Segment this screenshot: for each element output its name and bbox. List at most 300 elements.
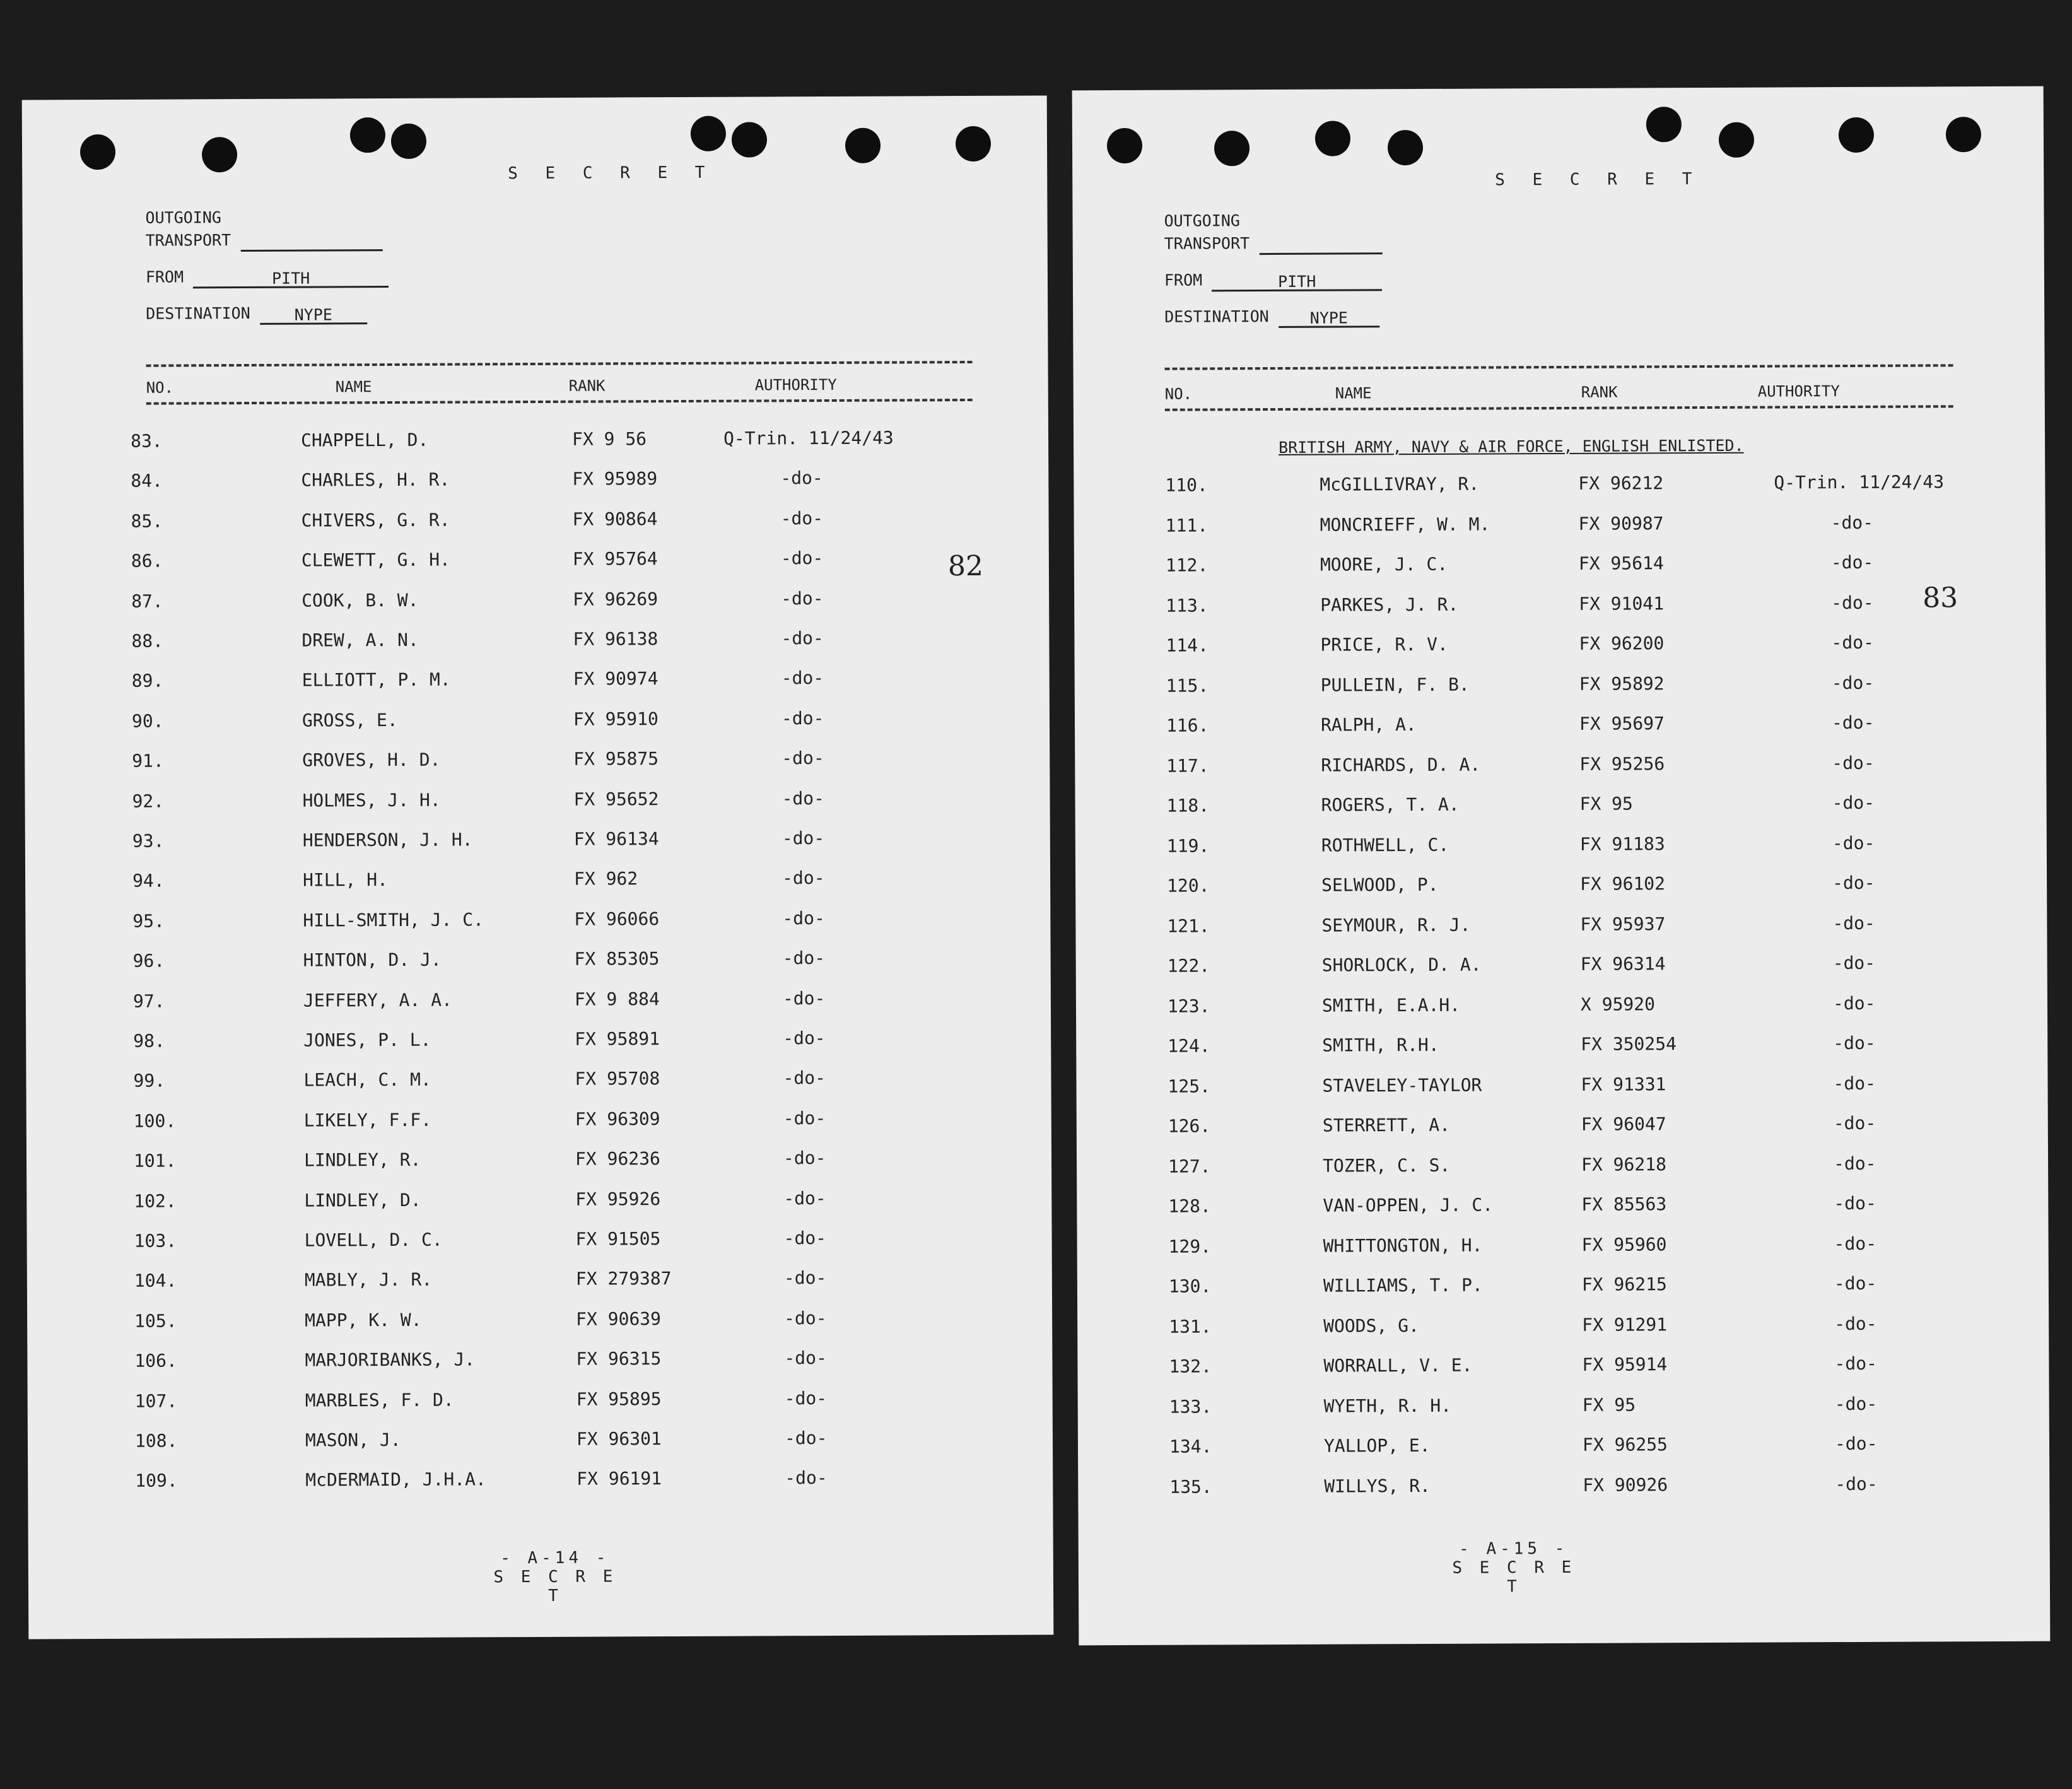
authority: -do- xyxy=(1832,952,1876,974)
destination-value: NYPE xyxy=(260,303,367,325)
from-value: PITH xyxy=(1212,270,1382,291)
person-name: SMITH, E.A.H. xyxy=(1321,994,1461,1016)
table-row xyxy=(134,1107,954,1136)
table-row xyxy=(134,1147,954,1176)
column-header-no: NO. xyxy=(146,378,174,397)
row-number: 110. xyxy=(1165,474,1208,496)
service-number: FX 95697 xyxy=(1579,713,1665,734)
table-row xyxy=(132,747,952,776)
row-number: 104. xyxy=(134,1270,177,1292)
authority: -do- xyxy=(784,1387,828,1409)
authority: -do- xyxy=(1833,1153,1876,1174)
row-number: 122. xyxy=(1167,955,1210,977)
row-number: 115. xyxy=(1166,674,1209,696)
transport-label: TRANSPORT xyxy=(1164,234,1250,253)
row-number: 112. xyxy=(1165,554,1209,576)
table-row xyxy=(132,667,952,696)
person-name: PULLEIN, F. B. xyxy=(1320,674,1470,696)
person-name: WYETH, R. H. xyxy=(1323,1395,1452,1417)
row-number: 119. xyxy=(1166,835,1210,857)
row-number: 126. xyxy=(1168,1115,1211,1137)
table-row xyxy=(131,547,951,576)
table-row xyxy=(132,707,952,736)
row-number: 98. xyxy=(133,1030,165,1052)
authority: -do- xyxy=(783,1028,826,1049)
person-name: HINTON, D. J. xyxy=(303,949,442,971)
page-footer xyxy=(1451,1539,1577,1597)
person-name: RICHARDS, D. A. xyxy=(1321,754,1481,776)
outgoing-label: OUTGOING xyxy=(1164,211,1241,230)
punch-hole xyxy=(1315,120,1350,156)
table-row xyxy=(1166,592,1986,621)
punch-hole xyxy=(1719,122,1754,158)
person-name: PARKES, J. R. xyxy=(1320,594,1459,616)
classification-top: S E C R E T xyxy=(1495,170,1701,190)
service-number: FX 96102 xyxy=(1580,873,1666,894)
table-row xyxy=(134,1187,954,1216)
row-number: 95. xyxy=(132,910,165,932)
service-number: FX 95 xyxy=(1582,1393,1636,1416)
punch-hole xyxy=(350,117,385,153)
service-number: FX 96269 xyxy=(573,588,658,610)
punch-hole xyxy=(732,122,767,157)
authority: -do- xyxy=(785,1467,828,1489)
service-number: FX 95256 xyxy=(1579,753,1665,775)
table-row xyxy=(131,587,951,616)
authority: -do- xyxy=(1834,1352,1877,1375)
row-number: 100. xyxy=(133,1110,177,1132)
table-row xyxy=(1167,912,1987,941)
row-number: 87. xyxy=(131,590,163,612)
service-number: FX 91331 xyxy=(1581,1073,1666,1095)
service-number: FX 96236 xyxy=(575,1148,660,1170)
row-number: 111. xyxy=(1165,514,1209,536)
person-name: VAN-OPPEN, J. C. xyxy=(1323,1194,1494,1216)
classification-top: S E C R E T xyxy=(508,163,714,184)
table-row xyxy=(1167,872,1987,901)
person-name: CHIVERS, G. R. xyxy=(301,509,450,531)
person-name: WOODS, G. xyxy=(1323,1315,1419,1337)
person-name: HILL, H. xyxy=(303,869,389,891)
table-row xyxy=(1169,1393,1989,1422)
person-name: YALLOP, E. xyxy=(1323,1434,1431,1457)
authority: -do- xyxy=(783,1187,826,1209)
table-row xyxy=(1169,1272,1989,1301)
table-row xyxy=(131,427,951,456)
service-number: FX 95989 xyxy=(572,468,658,490)
punch-hole xyxy=(1214,131,1250,166)
table-row xyxy=(131,507,951,536)
table-row xyxy=(1165,471,1985,500)
column-header-name: NAME xyxy=(335,378,372,396)
row-number: 96. xyxy=(132,950,165,971)
table-row xyxy=(132,787,952,816)
person-name: ROTHWELL, C. xyxy=(1321,834,1449,856)
authority: -do- xyxy=(1834,1272,1877,1294)
service-number: FX 85305 xyxy=(574,948,660,970)
service-number: FX 95910 xyxy=(573,708,658,730)
service-number: FX 96215 xyxy=(1581,1274,1667,1295)
row-number: 117. xyxy=(1166,754,1209,777)
authority: -do- xyxy=(781,667,824,689)
punch-hole xyxy=(80,134,115,170)
person-name: CHARLES, H. R. xyxy=(301,469,450,491)
destination-label: DESTINATION xyxy=(146,303,250,323)
row-number: 116. xyxy=(1166,715,1209,736)
destination-value: NYPE xyxy=(1279,307,1379,328)
authority: -do- xyxy=(781,707,824,729)
service-number: FX 95875 xyxy=(573,748,659,770)
document-page-right xyxy=(1072,86,2051,1646)
service-number: X 95920 xyxy=(1580,993,1656,1015)
row-number: 125. xyxy=(1168,1075,1211,1097)
service-number: FX 96309 xyxy=(575,1108,660,1130)
from-label: FROM xyxy=(1164,271,1203,290)
punch-hole xyxy=(691,116,726,151)
column-rule xyxy=(1165,405,1953,411)
service-number: FX 95960 xyxy=(1581,1233,1667,1255)
row-number: 129. xyxy=(1168,1235,1212,1257)
authority: -do- xyxy=(780,467,823,489)
row-number: 85. xyxy=(131,510,163,532)
row-number: 121. xyxy=(1167,915,1210,937)
row-number: 93. xyxy=(132,830,165,852)
row-number: 124. xyxy=(1168,1035,1210,1057)
row-number: 88. xyxy=(131,630,164,652)
row-number: 127. xyxy=(1168,1155,1211,1177)
service-number: FX 95937 xyxy=(1580,913,1666,935)
table-row xyxy=(133,1027,953,1056)
punch-hole xyxy=(956,126,991,161)
person-name: GROVES, H. D. xyxy=(302,749,441,771)
service-number: FX 96314 xyxy=(1580,953,1666,975)
authority: -do- xyxy=(784,1347,827,1369)
person-name: GROSS, E. xyxy=(301,709,398,731)
table-row xyxy=(1166,631,1986,660)
person-name: ROGERS, T. A. xyxy=(1321,794,1460,816)
row-number: 134. xyxy=(1169,1436,1212,1457)
table-row xyxy=(132,867,952,896)
table-row xyxy=(135,1387,955,1416)
row-number: 84. xyxy=(131,470,163,492)
row-number: 107. xyxy=(134,1390,178,1412)
table-row xyxy=(131,627,951,656)
table-row xyxy=(135,1427,955,1456)
table-row xyxy=(1166,551,1986,580)
personnel-list xyxy=(130,427,955,1492)
service-number: FX 96212 xyxy=(1578,472,1664,494)
transport-label: TRANSPORT xyxy=(145,231,231,250)
row-number: 132. xyxy=(1169,1356,1212,1377)
column-header-name: NAME xyxy=(1335,384,1372,402)
row-number: 91. xyxy=(132,750,164,771)
service-number: FX 90864 xyxy=(572,508,658,530)
table-row xyxy=(1167,832,1987,861)
row-number: 114. xyxy=(1166,635,1209,656)
authority: Q-Trin. 11/24/43 xyxy=(723,427,894,449)
person-name: LOVELL, D. C. xyxy=(304,1229,443,1251)
table-row xyxy=(133,947,953,976)
authority: -do- xyxy=(1833,1032,1876,1054)
authority: -do- xyxy=(1833,1072,1876,1094)
service-number: FX 90926 xyxy=(1583,1474,1668,1496)
column-header-authority: AUTHORITY xyxy=(1757,382,1840,401)
transport-blank xyxy=(240,230,382,252)
service-number: FX 95764 xyxy=(572,548,658,570)
table-row xyxy=(1168,1192,1988,1221)
person-name: LEACH, C. M. xyxy=(303,1069,431,1091)
service-number: FX 96138 xyxy=(573,628,658,650)
authority: Q-Trin. 11/24/43 xyxy=(1774,471,1945,493)
personnel-list xyxy=(1165,471,1989,1498)
service-number: FX 95914 xyxy=(1582,1354,1668,1375)
authority: -do- xyxy=(1831,672,1875,693)
person-name: WORRALL, V. E. xyxy=(1323,1354,1473,1376)
service-number: FX 90639 xyxy=(576,1308,662,1330)
transport-header xyxy=(145,206,389,326)
authority: -do- xyxy=(781,828,825,849)
authority: -do- xyxy=(1833,1112,1876,1134)
table-row xyxy=(133,987,953,1016)
authority: -do- xyxy=(1831,631,1874,654)
person-name: WILLIAMS, T. P. xyxy=(1323,1274,1483,1296)
authority: -do- xyxy=(1830,551,1874,573)
service-number: FX 91183 xyxy=(1579,833,1665,855)
punch-hole xyxy=(1946,117,1981,152)
person-name: McGILLIVRAY, R. xyxy=(1320,473,1480,495)
destination-label: DESTINATION xyxy=(1164,307,1269,326)
outgoing-label: OUTGOING xyxy=(145,208,221,227)
service-number: FX 96301 xyxy=(576,1428,662,1450)
punch-hole xyxy=(845,128,881,163)
service-number: FX 95926 xyxy=(575,1188,661,1210)
service-number: FX 96218 xyxy=(1581,1153,1666,1175)
person-name: STERRETT, A. xyxy=(1322,1114,1451,1136)
transport-header xyxy=(1164,209,1382,329)
classification-bottom: S E C R E T xyxy=(493,1567,617,1605)
person-name: HENDERSON, J. H. xyxy=(302,829,473,851)
authority: -do- xyxy=(1832,832,1875,853)
service-number: FX 96200 xyxy=(1579,633,1665,654)
service-number: FX 91505 xyxy=(575,1228,661,1250)
authority: -do- xyxy=(1832,992,1876,1014)
service-number: FX 95708 xyxy=(575,1068,660,1090)
person-name: CHAPPELL, D. xyxy=(300,429,429,451)
person-name: LINDLEY, D. xyxy=(304,1189,421,1211)
person-name: SMITH, R.H. xyxy=(1322,1034,1439,1056)
authority: -do- xyxy=(1835,1473,1878,1494)
table-row xyxy=(134,1227,954,1256)
table-row xyxy=(1166,512,1986,541)
authority: -do- xyxy=(780,507,824,529)
punch-hole xyxy=(1388,130,1423,165)
service-number: FX 85563 xyxy=(1581,1194,1667,1215)
person-name: CLEWETT, G. H. xyxy=(301,549,450,571)
authority: -do- xyxy=(782,987,826,1009)
classification-bottom: S E C R E T xyxy=(1452,1557,1576,1597)
authority: -do- xyxy=(782,867,825,889)
stamped-page-number: 83 xyxy=(1923,582,1958,614)
service-number: FX 96255 xyxy=(1582,1434,1668,1455)
person-name: MONCRIEFF, W. M. xyxy=(1320,513,1490,536)
authority: -do- xyxy=(1834,1313,1877,1334)
column-rule xyxy=(146,399,973,405)
person-name: WILLYS, R. xyxy=(1324,1475,1431,1497)
authority: -do- xyxy=(782,907,825,929)
row-number: 99. xyxy=(133,1070,166,1092)
service-number: FX 90974 xyxy=(573,668,658,690)
punch-hole xyxy=(202,137,237,172)
authority: -do- xyxy=(1832,872,1875,894)
person-name: SHORLOCK, D. A. xyxy=(1321,954,1482,976)
page-footer xyxy=(492,1548,618,1605)
section-subheading: BRITISH ARMY, NAVY & AIR FORCE, ENGLISH ENLISTED. xyxy=(1279,436,1744,457)
row-number: 86. xyxy=(131,550,163,572)
table-row xyxy=(1168,1112,1988,1141)
service-number: FX 96047 xyxy=(1581,1113,1666,1135)
service-number: FX 95652 xyxy=(573,788,659,810)
row-number: 89. xyxy=(131,670,164,692)
header-rule xyxy=(1165,364,1953,370)
person-name: DREW, A. N. xyxy=(301,629,419,651)
authority: -do- xyxy=(1832,752,1875,773)
authority: -do- xyxy=(1832,792,1875,814)
authority: -do- xyxy=(1834,1433,1878,1455)
service-number: FX 9 884 xyxy=(574,988,660,1010)
row-number: 108. xyxy=(134,1430,178,1452)
punch-hole xyxy=(1839,117,1874,153)
transport-blank xyxy=(1259,233,1382,255)
authority: -do- xyxy=(783,1267,827,1289)
authority: -do- xyxy=(783,1107,826,1129)
row-number: 133. xyxy=(1169,1395,1212,1417)
service-number: FX 91291 xyxy=(1582,1313,1668,1335)
service-number: FX 96191 xyxy=(577,1468,662,1490)
service-number: FX 9 56 xyxy=(571,428,647,450)
row-number: 97. xyxy=(132,990,165,1012)
row-number: 109. xyxy=(135,1470,178,1492)
authority: -do- xyxy=(1831,712,1875,734)
row-number: 123. xyxy=(1167,995,1210,1017)
person-name: HOLMES, J. H. xyxy=(302,789,441,811)
column-header-rank: RANK xyxy=(568,377,606,395)
authority: -do- xyxy=(783,1147,826,1169)
row-number: 83. xyxy=(130,430,163,452)
table-row xyxy=(1167,792,1987,821)
document-page-left xyxy=(22,95,1054,1639)
row-number: 135. xyxy=(1169,1475,1212,1498)
person-name: MARJORIBANKS, J. xyxy=(305,1349,476,1371)
service-number: FX 96066 xyxy=(574,908,660,930)
person-name: SEYMOUR, R. J. xyxy=(1321,914,1471,936)
from-label: FROM xyxy=(145,267,184,286)
row-number: 105. xyxy=(134,1310,177,1332)
row-number: 102. xyxy=(134,1190,177,1212)
authority: -do- xyxy=(1834,1192,1876,1214)
person-name: JEFFERY, A. A. xyxy=(303,989,453,1011)
person-name: McDERMAID, J.H.A. xyxy=(305,1469,486,1491)
table-row xyxy=(134,1307,954,1336)
table-row xyxy=(1169,1313,1989,1342)
authority: -do- xyxy=(781,587,824,609)
authority: -do- xyxy=(781,748,824,769)
authority: -do- xyxy=(780,548,824,569)
authority: -do- xyxy=(783,1228,827,1249)
table-row xyxy=(1168,1032,1987,1061)
person-name: LINDLEY, R. xyxy=(303,1149,421,1171)
authority: -do- xyxy=(784,1307,827,1329)
table-row xyxy=(1168,952,1987,981)
service-number: FX 96315 xyxy=(576,1348,662,1370)
person-name: TOZER, C. S. xyxy=(1322,1154,1451,1176)
authority: -do- xyxy=(784,1428,828,1449)
person-name: PRICE, R. V. xyxy=(1320,633,1448,655)
authority: -do- xyxy=(1831,592,1874,613)
table-row xyxy=(135,1467,955,1496)
authority: -do- xyxy=(1832,912,1875,934)
row-number: 101. xyxy=(133,1150,177,1171)
table-row xyxy=(133,1067,953,1096)
row-number: 118. xyxy=(1166,795,1210,816)
service-number: FX 95 xyxy=(1579,793,1633,814)
from-value: PITH xyxy=(193,267,389,288)
authority: -do- xyxy=(1834,1393,1878,1414)
service-number: FX 279387 xyxy=(575,1268,672,1290)
footer-page-label: - A-15 - xyxy=(1459,1539,1569,1559)
row-number: 131. xyxy=(1169,1315,1212,1337)
table-row xyxy=(132,907,952,936)
table-row xyxy=(1169,1352,1989,1381)
authority: -do- xyxy=(782,947,826,969)
table-row xyxy=(1166,712,1986,741)
table-row xyxy=(1166,672,1986,701)
person-name: STAVELEY-TAYLOR xyxy=(1322,1074,1482,1096)
authority: -do- xyxy=(783,1067,826,1089)
person-name: MARBLES, F. D. xyxy=(305,1389,454,1411)
punch-hole xyxy=(1107,128,1142,163)
table-row xyxy=(131,467,951,496)
table-row xyxy=(1168,1072,1987,1101)
stamped-page-number: 82 xyxy=(947,549,984,583)
person-name: MOORE, J. C. xyxy=(1320,553,1448,575)
person-name: ELLIOTT, P. M. xyxy=(301,669,451,691)
punch-hole xyxy=(1646,107,1682,142)
row-number: 128. xyxy=(1168,1195,1211,1217)
table-row xyxy=(134,1267,954,1296)
service-number: FX 95895 xyxy=(576,1388,662,1410)
table-row xyxy=(134,1347,954,1376)
row-number: 106. xyxy=(134,1350,177,1371)
table-row xyxy=(132,827,952,856)
table-row xyxy=(1168,1153,1988,1182)
row-number: 103. xyxy=(134,1230,177,1252)
row-number: 130. xyxy=(1168,1276,1212,1297)
service-number: FX 96134 xyxy=(573,828,659,850)
service-number: FX 91041 xyxy=(1579,592,1665,614)
row-number: 113. xyxy=(1166,594,1209,616)
authority: -do- xyxy=(781,628,824,649)
authority: -do- xyxy=(1830,512,1874,533)
person-name: RALPH, A. xyxy=(1320,713,1417,736)
authority: -do- xyxy=(781,787,825,809)
service-number: FX 90987 xyxy=(1578,512,1664,534)
table-row xyxy=(1166,752,1986,781)
person-name: MABLY, J. R. xyxy=(304,1269,433,1291)
column-header-no: NO. xyxy=(1164,385,1193,403)
service-number: FX 95892 xyxy=(1579,672,1665,695)
row-number: 92. xyxy=(132,790,165,812)
service-number: FX 95614 xyxy=(1578,553,1664,574)
